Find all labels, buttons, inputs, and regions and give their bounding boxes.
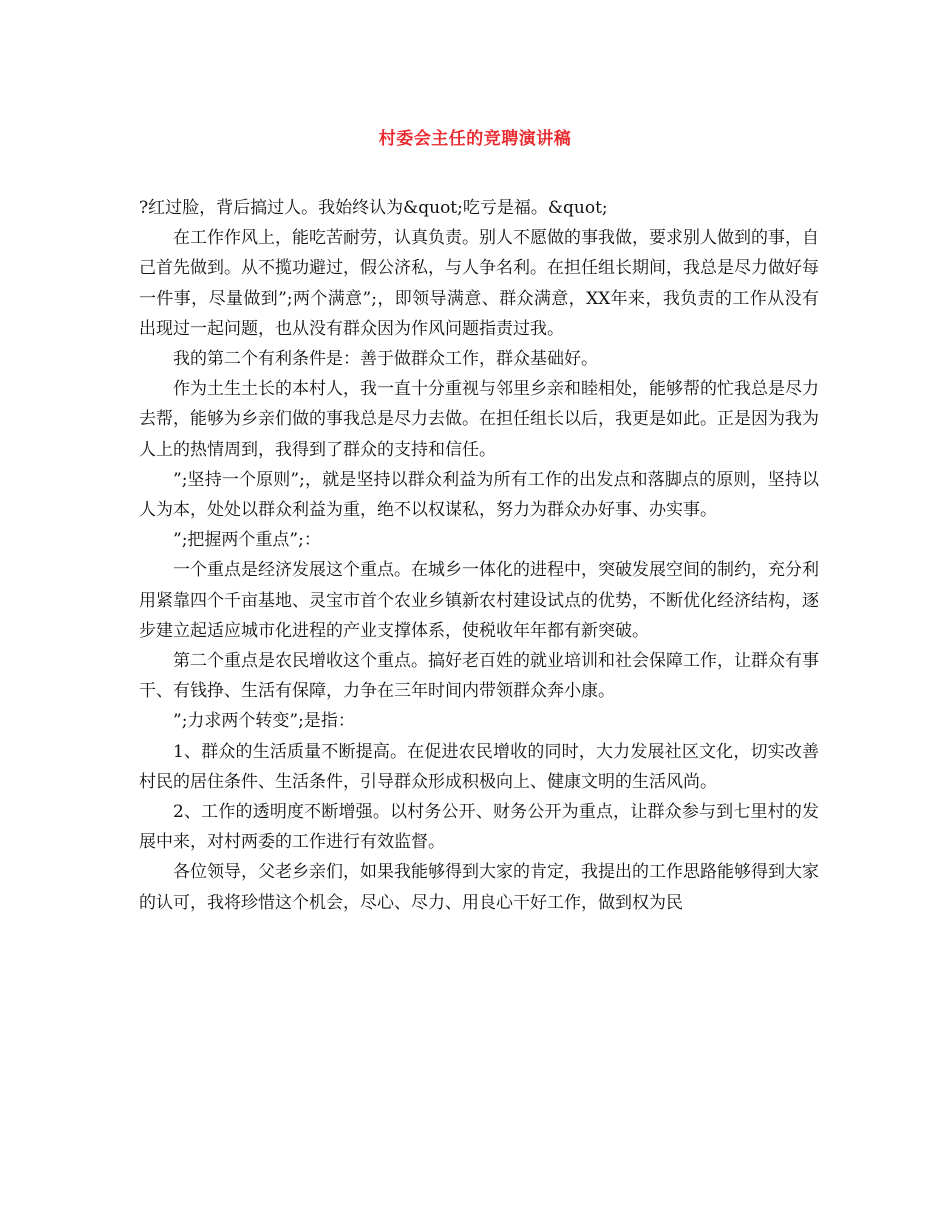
paragraph: 1、群众的生活质量不断提高。在促进农民增收的同时，大力发展社区文化，切实改善村民的居住条件、生活条件，引导群众形成积极向上、健康文明的生活风尚。: [139, 741, 819, 792]
paragraph: ”;力求两个转变”;是指：: [173, 711, 355, 732]
paragraph: 在工作作风上，能吃苦耐劳，认真负责。别人不愿做的事我做，要求别人做到的事，自己首先做到。从不揽功避过，假公济私，与人争名利。在担任组长期间，我总是尽力做好每一件事，尽量做到”;两个满意”;，即领导满意、群众满意，XX年来，我负责的工作从没有出现过一起问题，也从没有群众因为作风问题指责过我。: [139, 228, 819, 339]
paragraph: 我的第二个有利条件是：善于做群众工作，群众基础好。: [173, 349, 598, 370]
paragraph: 2、工作的透明度不断增强。以村务公开、财务公开为重点，让群众参与到七里村的发展中来，对村两委的工作进行有效监督。: [139, 802, 819, 853]
paragraph: ?红过脸，背后搞过人。我始终认为&quot;吃亏是福。&quot;: [139, 198, 608, 218]
paragraph: 第二个重点是农民增收这个重点。搞好老百姓的就业培训和社会保障工作，让群众有事干、有钱挣、生活有保障，力争在三年时间内带领群众奔小康。: [139, 651, 819, 702]
paragraph: 一个重点是经济发展这个重点。在城乡一体化的进程中，突破发展空间的制约，充分利用紧靠四个千亩基地、灵宝市首个农业乡镇新农村建设试点的优势，不断优化经济结构，逐步建立起适应城市化进程的产业支撑体系，使税收年年都有新突破。: [139, 560, 819, 641]
paragraph: ”;把握两个重点”;：: [173, 530, 321, 551]
paragraph: 各位领导，父老乡亲们，如果我能够得到大家的肯定，我提出的工作思路能够得到大家的认可，我将珍惜这个机会，尽心、尽力、用良心干好工作，做到权为民: [139, 862, 819, 913]
paragraph: ”;坚持一个原则”;，就是坚持以群众利益为所有工作的出发点和落脚点的原则，坚持以人为本，处处以群众利益为重，绝不以权谋私，努力为群众办好事、办实事。: [139, 469, 819, 521]
document-body: [139, 193, 819, 918]
document-title: 村委会主任的竞聘演讲稿: [378, 129, 572, 149]
paragraph: 作为土生土长的本村人，我一直十分重视与邻里乡亲和睦相处，能够帮的忙我总是尽力去帮，能够为乡亲们做的事我总是尽力去做。在担任组长以后，我更是如此。正是因为我为人上的热情周到，我得到了群众的支持和信任。: [139, 379, 819, 460]
